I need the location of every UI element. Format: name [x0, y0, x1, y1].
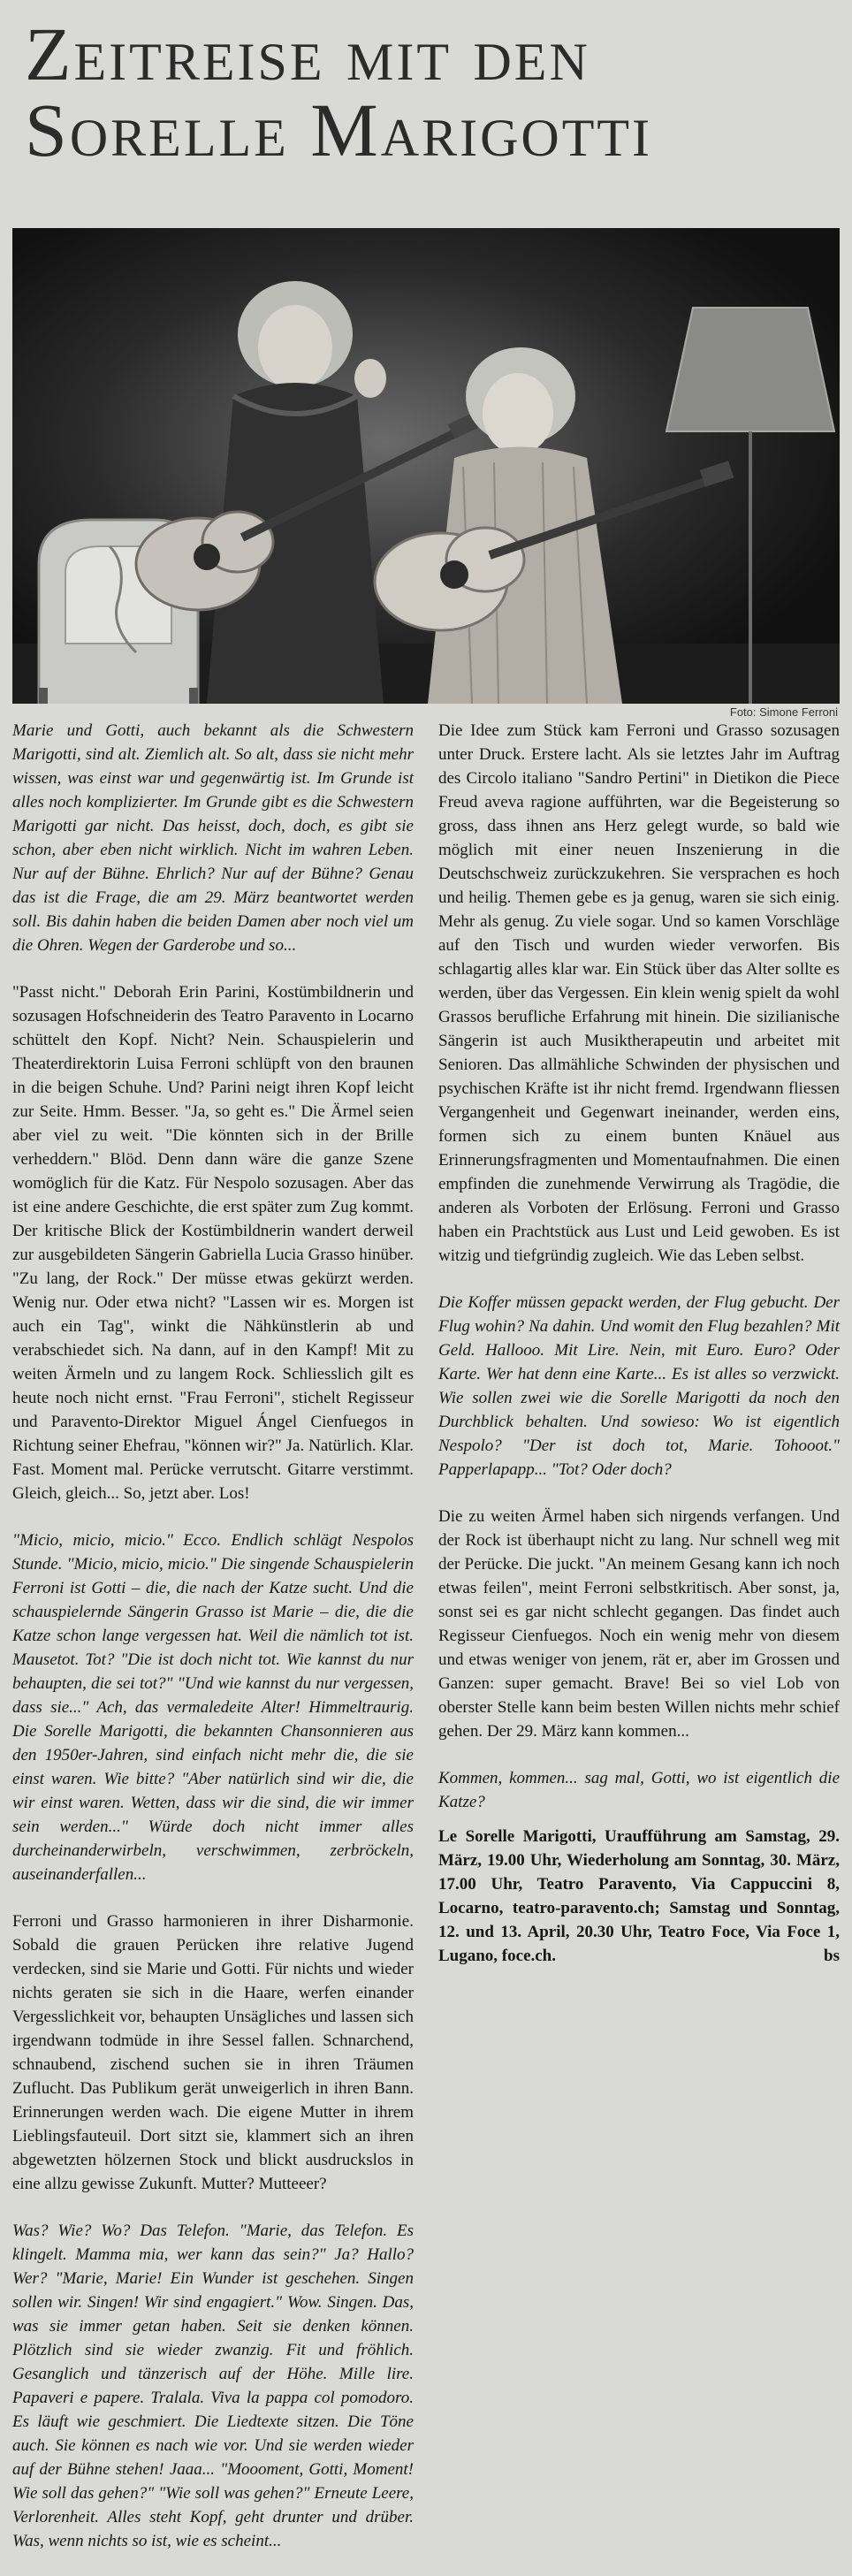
- article-column-left: [12, 719, 414, 2576]
- article-paragraph: Ferroni und Grasso harmonieren in ihrer Disharmonie. Sobald die grauen Perücken ihre relative Jugend verdecken, sind sie Marie und Gotti. Für nichts und wieder nichts geraten sie sich in die Haare, werfen einander Vergesslichkeit vor, behaupten Unsägliches und lassen sich irgendwann todmüde in ihre Sessel fallen. Schnarchend, schnaubend, zischend suchen sie in ihren Träumen Zuflucht. Das Publikum gerät unweigerlich in ihren Bann. Erinnerungen werden wach. Die eigene Mutter in ihrem Lieblingsfauteuil. Dort sitzt sie, klammert sich an ihren abgewetzten hölzernen Stock und blickt ausdruckslos in eine allzu gewisse Zukunft. Mutter? Mutteeer?: [12, 1912, 414, 2193]
- event-info: [438, 1825, 840, 1968]
- article-column-right: [438, 719, 840, 1991]
- article-paragraph: Was? Wie? Wo? Das Telefon. "Marie, das Telefon. Es klingelt. Mamma mia, wer kann das sein?" Ja? Hallo? Wer? "Marie, Marie! Ein Wunder ist geschehen. Singen sollen wir. Singen! Wir sind engagiert." Wow. Singen. Das, was sie immer getan haben. Seit sie denken können. Plötzlich sind sie wieder zwanzig. Fit und fröhlich. Gesanglich und tänzerisch auf der Höhe. Mille lire. Papaveri e papere. Tralala. Viva la pappa col pomodoro. Es läuft wie geschmiert. Die Liedtexte sitzen. Die Töne auch. Sie können es nach wie vor. Und sie werden wieder auf der Bühne stehen! Jaaa... "Moooment, Gotti, Moment! Wie soll das gehen?" "Wie soll was gehen?" Erneute Leere, Verlorenheit. Alles steht Kopf, geht drunter und drüber. Was, wenn nichts so ist, wie es scheint...: [12, 2222, 414, 2550]
- headline-line-2: Sorelle Marigotti: [25, 88, 653, 172]
- article-paragraph: "Micio, micio, micio." Ecco. Endlich schlägt Nespolos Stunde. "Micio, micio, micio." Die singende Schauspielerin Ferroni ist Gotti – die, die nach der Katze sucht. Und die schauspielernde Sängerin Grasso ist Marie – die, die die Katze schon lange vergessen hat. Weil die nämlich tot ist. Mausetot. Tot? "Die ist doch nicht tot. Wie kannst du nur behaupten, die sei tot?" "Und wie kannst du nur vergessen, dass sie..." Ach, das vermaledeite Alter! Himmeltraurig. Die Sorelle Marigotti, die bekannten Chansonnieren aus den 1950er-Jahren, sind einfach nicht mehr die, die sie einst waren. Wie bitte? "Aber natürlich sind wir die, die wir einst waren. Wetten, dass wir die sind, die wir immer sein werden..." Würde doch nicht immer alles durcheinanderwirbeln, verschwimmen, zerbröckeln, auseinanderfallen...: [12, 1531, 414, 1884]
- article-paragraph: Kommen, kommen... sag mal, Gotti, wo ist eigentlich die Katze?: [438, 1769, 840, 1811]
- stage-photo-illustration: [12, 228, 840, 704]
- headline: [25, 11, 838, 172]
- article-paragraph: Die Koffer müssen gepackt werden, der Flug gebucht. Der Flug wohin? Na dahin. Und womit den Flug bezahlen? Mit Geld. Hallooo. Mit Lire. Nein, mit Euro. Euro? Oder Karte. Wer hat denn eine Karte... Es ist alles so verzwickt. Wie sollen zwei wie die Sorelle Marigotti da noch den Durchblick behalten. Und sowieso: Wo ist eigentlich Nespolo? "Der ist doch tot, Marie. Tohooot." Papperlapapp... "Tot? Oder doch?: [438, 1293, 840, 1479]
- article-paragraph: Die zu weiten Ärmel haben sich nirgends verfangen. Und der Rock ist überhaupt nicht zu lang. Nur schnell weg mit der Perücke. Die juckt. "An meinem Gesang kann ich noch etwas feilen", meint Ferroni selbstkritisch. Aber sonst, ja, sonst sei es gar nicht schlecht gegangen. Das findet auch Regisseur Cienfuegos. Noch ein wenig mehr von diesem und etwas weniger von jenem, rät er, aber im Grossen und Ganzen: super gemacht. Brave! Bei so viel Lob von oberster Stelle kann beim besten Willen nichts mehr schief gehen. Der 29. März kann kommen...: [438, 1507, 840, 1741]
- article-paragraph: Die Idee zum Stück kam Ferroni und Grasso sozusagen unter Druck. Erstere lacht. Als sie letztes Jahr im Auftrag des Circolo italiano "Sandro Pertini" in Dietikon die Piece Freud aveva ragione aufführten, war die Begeisterung so gross, dass ihnen ans Herz gelegt wurde, so bald wie möglich mit einer neuen Inszenierung in die Deutschschweiz zurückzukehren. Sie versprachen es hoch und heilig. Themen gebe es ja genug, waren sie sich einig. Mehr als genug. Zu viele sogar. Und so kamen Vorschläge auf den Tisch und wurden wieder verworfen. Bis schlagartig alles klar war. Ein Stück über das Alter sollte es werden, über das Vergessen. Ein klein wenig spielt da wohl Grassos berufliche Erfahrung mit hinein. Die sizilianische Sängerin ist auch Musiktherapeutin und arbeitet mit Senioren. Das allmähliche Schwinden der physischen und psychischen Kräfte ist ihr nicht fremd. Irgendwann fliessen Vergangenheit und Gegenwart ineinander, werden eins, formen sich zu einem bunten Knäuel aus Erinnerungsfragmenten und Momentaufnahmen. Die einen empfinden die zunehmende Verwirrung als Tragödie, die anderen als Vorboten der Erlösung. Ferroni und Grasso haben ein Prachtstück aus Lust und Leid gewoben. Es ist witzig und tiefgründig zugleich. Wie das Leben selbst.: [438, 721, 840, 1265]
- article-lead: Marie und Gotti, auch bekannt als die Schwestern Marigotti, sind alt. Ziemlich alt. So alt, dass sie nicht mehr wissen, was einst war und gegenwärtig ist. Im Grunde ist alles noch komplizierter. Im Grunde gibt es die Schwestern Marigotti gar nicht. Das heisst, doch, doch, es gibt sie schon, aber eben nicht wirklich. Nicht im wahren Leben. Nur auf der Bühne. Ehrlich? Nur auf der Bühne? Genau das ist die Frage, die am 29. März beantwortet werden soll. Bis dahin haben die beiden Damen aber noch viel um die Ohren. Wegen der Garderobe und so...: [12, 721, 414, 955]
- headline-line-1: Zeitreise mit den: [25, 11, 590, 96]
- article-paragraph: "Passt nicht." Deborah Erin Parini, Kostümbildnerin und sozusagen Hofschneiderin des Teatro Paravento in Locarno schüttelt den Kopf. Nicht? Nein. Schauspielerin und Theaterdirektorin Luisa Ferroni schlüpft von den braunen in die beigen Schuhe. Und? Parini neigt ihren Kopf leicht zur Seite. Hmm. Besser. "Ja, so geht es." Die Ärmel seien aber viel zu weit. "Die könnten sich in der Brille verheddern." Blöd. Denn dann wäre die ganze Szene womöglich für die Katz. Für Nespolo sozusagen. Aber das ist eine andere Geschichte, die erst später zum Zug kommt. Der kritische Blick der Kostümbildnerin wandert derweil zur ausgebildeten Sängerin Gabriella Lucia Grasso hinüber. "Zu lang, der Rock." Der müsse etwas gekürzt werden. Wenig nur. Oder etwa nicht? "Lassen wir es. Morgen ist auch ein Tag", winkt die Nähkünstlerin ab und verabschiedet sich. Na dann, auf in den Kampf! Mit zu weiten Ärmeln und zu langem Rock. Schliesslich gilt es heute noch nicht ernst. "Frau Ferroni", stichelt Regisseur und Paravento-Direktor Miguel Ángel Cienfuegos in Richtung seiner Ehefrau, "können wir?" Ja. Natürlich. Klar. Fast. Moment mal. Perücke verrutscht. Gitarre verstimmt. Gleich, gleich... So, jetzt aber. Los!: [12, 983, 414, 1503]
- stage-photo: [12, 228, 840, 704]
- event-info-text: Le Sorelle Marigotti, Uraufführung am Samstag, 29. März, 19.00 Uhr, Wiederholung am Sonntag, 30. März, 17.00 Uhr, Teatro Paravento, Via Cappuccini 8, Locarno, teatro-paravento.ch; Samstag und Sonntag, 12. und 13. April, 20.30 Uhr, Teatro Foce, Via Foce 1, Lugano, foce.ch.: [438, 1827, 840, 1965]
- photo-credit: Foto: Simone Ferroni: [729, 705, 838, 719]
- author-signature: bs: [824, 1947, 840, 1965]
